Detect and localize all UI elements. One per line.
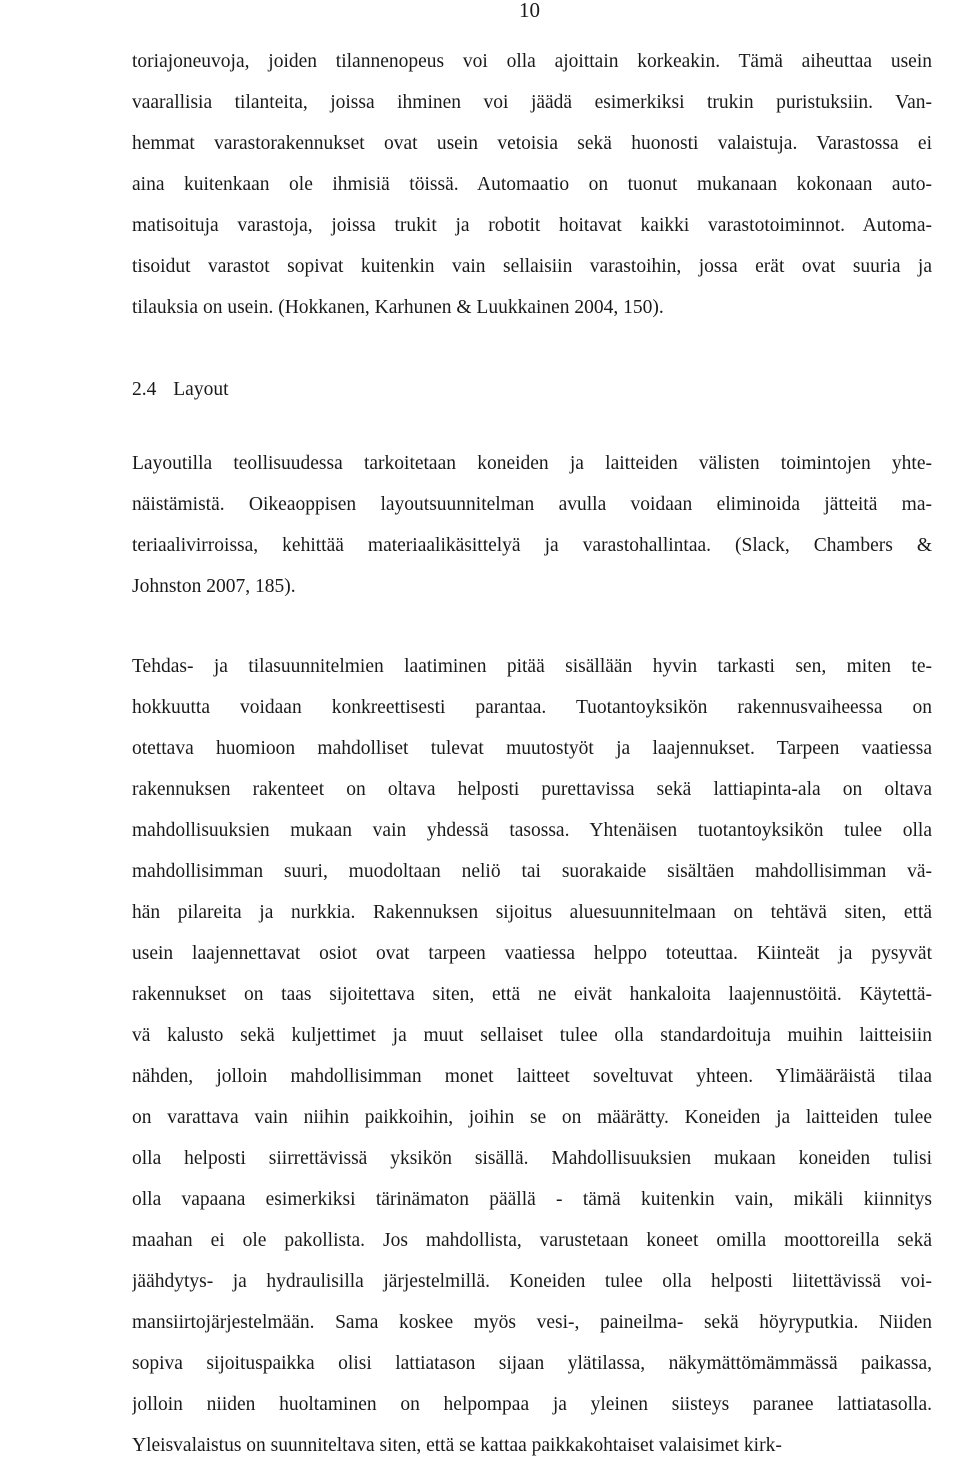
text-line: sopiva sijoituspaikka olisi lattiatason sijaan ylätilassa, näkymättömämmässä paikassa, [132,1353,932,1374]
text-line: maahan ei ole pakollista. Jos mahdollista, varustetaan koneet omilla moottoreilla sekä [132,1230,932,1251]
paragraph-1 [132,50,932,337]
text-line: olla vapaana esimerkiksi tärinämaton päällä - tämä kuitenkin vain, mikäli kiinnitys [132,1189,932,1210]
text-line: Johnston 2007, 185). [132,576,296,597]
text-line: vaarallisia tilanteita, joissa ihminen voi jäädä esimerkiksi trukin puristuksiin. Van- [132,92,932,113]
page-number: 10 [519,0,540,22]
text-line: Layoutilla teollisuudessa tarkoitetaan koneiden ja laitteiden välisten toimintojen yhte- [132,453,932,474]
text-line: hemmat varastorakennukset ovat usein vetoisia sekä huonosti valaistuja. Varastossa ei [132,133,932,154]
text-line: Yleisvalaistus on suunniteltava siten, että se kattaa paikkakohtaiset valaisimet kirk- [132,1435,782,1456]
text-line: vä kalusto sekä kuljettimet ja muut sellaiset tulee olla standardoituja muihin laitteisiin [132,1025,932,1046]
text-line: tilauksia on usein. (Hokkanen, Karhunen & Luukkainen 2004, 150). [132,297,664,318]
section-number: 2.4 [132,379,157,400]
text-line: jäähdytys- ja hydraulisilla järjestelmillä. Koneiden tulee olla helposti liitettävissä voi- [132,1271,932,1292]
text-line: matisoituja varastoja, joissa trukit ja robotit hoitavat kaikki varastotoiminnot. Automa- [132,215,932,236]
text-line: jolloin niiden huoltaminen on helpompaa ja yleinen siisteys paranee lattiatasolla. [132,1394,932,1415]
text-line: usein laajennettavat osiot ovat tarpeen vaatiessa helppo toteuttaa. Kiinteät ja pysyvät [132,943,932,964]
text-line: teriaalivirroissa, kehittää materiaalikäsittelyä ja varastohallintaa. (Slack, Chambers & [132,535,932,556]
text-line: mahdollisuuksien mukaan vain yhdessä tasossa. Yhtenäisen tuotantoyksikön tulee olla [132,820,932,841]
text-line: olla helposti siirrettävissä yksikön sisällä. Mahdollisuuksien mukaan koneiden tulisi [132,1148,932,1169]
text-line: on varattava vain niihin paikkoihin, joihin se on määrätty. Koneiden ja laitteiden tulee [132,1107,932,1128]
text-line: toriajoneuvoja, joiden tilannenopeus voi olla ajoittain korkeakin. Tämä aiheuttaa usein [132,51,932,72]
section-heading [132,378,228,402]
text-line: hän pilareita ja nurkkia. Rakennuksen sijoitus aluesuunnitelmaan on tehtävä siten, että [132,902,932,923]
text-line: aina kuitenkaan ole ihmisiä töissä. Automaatio on tuonut mukanaan kokonaan auto- [132,174,932,195]
text-line: mansiirtojärjestelmään. Sama koskee myös vesi-, paineilma- sekä höyryputkia. Niiden [132,1312,932,1333]
text-line: rakennukset on taas sijoitettava siten, että ne eivät hankaloita laajennustöitä. Käytettä- [132,984,932,1005]
text-line: Tehdas- ja tilasuunnitelmien laatiminen pitää sisällään hyvin tarkasti sen, miten te- [132,656,932,677]
paragraph-3 [132,655,932,1475]
text-line: mahdollisimman suuri, muodoltaan neliö tai suorakaide sisältäen mahdollisimman vä- [132,861,932,882]
text-line: näistämistä. Oikeaoppisen layoutsuunnitelman avulla voidaan eliminoida jätteitä ma- [132,494,932,515]
text-line: tisoidut varastot sopivat kuitenkin vain sellaisiin varastoihin, jossa erät ovat suuria ja [132,256,932,277]
text-line: rakennuksen rakenteet on oltava helposti purettavissa sekä lattiapinta-ala on oltava [132,779,932,800]
paragraph-2 [132,452,932,616]
text-line: otettava huomioon mahdolliset tulevat muutostyöt ja laajennukset. Tarpeen vaatiessa [132,738,932,759]
text-line: nähden, jolloin mahdollisimman monet laitteet soveltuvat yhteen. Ylimääräistä tilaa [132,1066,932,1087]
section-title: Layout [173,379,229,400]
text-line: hokkuutta voidaan konkreettisesti parantaa. Tuotantoyksikön rakennusvaiheessa on [132,697,932,718]
